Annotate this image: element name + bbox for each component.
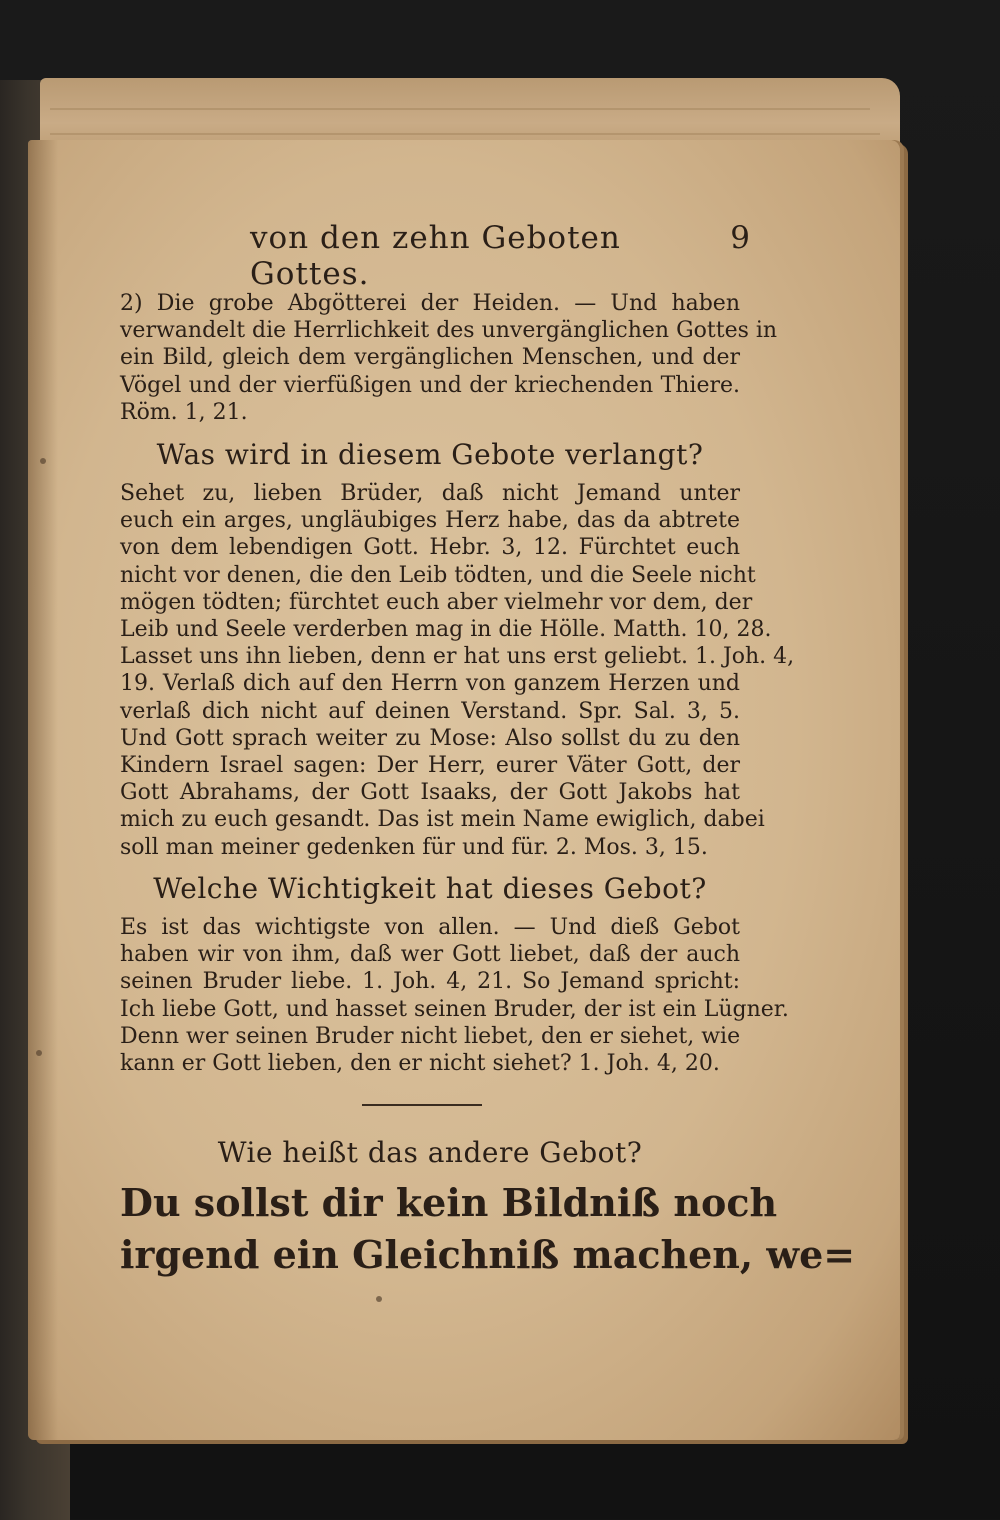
section-heading-3: Wie heißt das andere Gebot? [217,1136,643,1169]
text-line: Vögel und der vierfüßigen und der kriechenden Thiere. [120,372,740,398]
text-line: kann er Gott lieben, den er nicht siehet? 1. Joh. 4, 20. [120,1051,720,1077]
text-line: Denn wer seinen Bruder nicht liebet, den er siehet, wie [120,1023,741,1049]
text-line: Sehet zu, lieben Brüder, daß nicht Jemand unter [120,481,740,506]
text-line: ein Bild, gleich dem vergänglichen Menschen, und der [120,345,740,371]
paragraph-3 [120,914,789,1077]
section-heading-2: Welche Wichtigkeit hat dieses Gebot? [153,872,707,905]
text-line: 2) Die grobe Abgötterei der Heiden. — Und haben [120,291,740,316]
text-line: Und Gott sprach weiter zu Mose: Also sollst du zu den [120,725,740,751]
text-line: Gott Abrahams, der Gott Isaaks, der Gott Jakobs hat [120,780,740,806]
section-divider [362,1104,482,1106]
text-line: mögen tödten; fürchtet euch aber vielmehr vor dem, der [120,589,753,615]
text-line: Röm. 1, 21. [120,399,248,425]
text-line: Ich liebe Gott, und hasset seinen Bruder, der ist ein Lügner. [120,996,789,1022]
text-line: Leib und Seele verderben mag in die Hölle. Matth. 10, 28. [120,617,772,643]
text-line: verlaß dich nicht auf deinen Verstand. Spr. Sal. 3, 5. [120,698,740,724]
text-line: Kindern Israel sagen: Der Herr, eurer Väter Gott, der [120,753,740,779]
text-line: mich zu euch gesandt. Das ist mein Name ewiglich, dabei [120,807,765,833]
text-line: soll man meiner gedenken für und für. 2. Mos. 3, 15. [120,834,708,860]
text-line: nicht vor denen, die den Leib tödten, und die Seele nicht [120,562,756,588]
paragraph-2 [120,480,795,861]
margin-spot [36,1050,42,1056]
text-line: seinen Bruder liebe. 1. Joh. 4, 21. So Jemand spricht: [120,969,740,995]
text-line: 19. Verlaß dich auf den Herrn von ganzem Herzen und [120,671,740,697]
margin-spot [40,458,46,464]
commandment-line-1: Du sollst dir kein Bildniß noch [120,1180,778,1225]
paper-spot [376,1296,382,1302]
text-line: haben wir von ihm, daß wer Gott liebet, daß der auch [120,942,740,968]
text-line: Lasset uns ihn lieben, denn er hat uns erst geliebt. 1. Joh. 4, [120,644,795,670]
text-line: von dem lebendigen Gott. Hebr. 3, 12. Fürchtet euch [120,535,740,561]
text-line: Es ist das wichtigste von allen. — Und dieß Gebot [120,915,740,940]
page-header [120,220,750,292]
text-line: euch ein arges, ungläubiges Herz habe, das da abtrete [120,508,740,534]
gutter-shadow [28,140,58,1440]
page-number: 9 [730,220,750,256]
running-title: von den zehn Geboten Gottes. [250,220,621,292]
section-heading-1: Was wird in diesem Gebote verlangt? [156,438,704,471]
paragraph-1 [120,290,778,426]
commandment-line-2: irgend ein Gleichniß machen, we= [120,1232,856,1277]
text-line: verwandelt die Herrlichkeit des unvergänglichen Gottes in [120,318,778,344]
